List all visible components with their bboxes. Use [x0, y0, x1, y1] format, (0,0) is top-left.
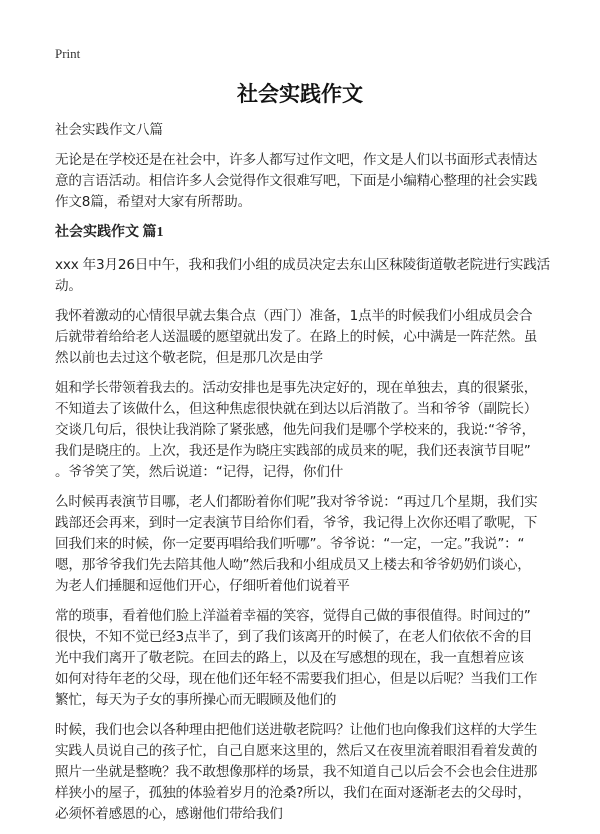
- text-line: xxx 年3月26日中午，我和我们小组的成员决定去东山区秣陵街道敬老院进行实践活: [55, 257, 550, 273]
- paragraph: [55, 378, 555, 483]
- text-line: 作文8篇，希望对大家有所帮助。: [55, 194, 251, 210]
- text-line: 实践人员说自己的孩子忙，自己自愿来这里的，然后又在夜里流着眼泪看着发黄的: [55, 743, 538, 759]
- text-line: 我怀着激动的心情很早就去集合点（西门）准备，1点半的时候我们小组成员会合: [55, 308, 533, 324]
- text-line: 践部还会再来，到时一定表演节目给你们看，爷爷，我记得上次你还唱了歌呢，下: [55, 515, 538, 531]
- text-line: 如何对待年老的父母，现在他们还年轻不需要我们担心，但是以后呢？当我们工作: [55, 671, 538, 687]
- article-body: [55, 120, 555, 834]
- text-line: 动。: [55, 278, 82, 294]
- paragraph: [55, 606, 555, 711]
- text-line: 姐和学长带领着我去的。活动安排也是事先决定好的，现在单独去，真的很紧张，: [55, 380, 538, 396]
- text-line: 照片一坐就是整晚？我不敢想像那样的场景，我不知道自己以后会不会也会住进那: [55, 764, 538, 780]
- print-link[interactable]: Print: [55, 46, 81, 61]
- text-line: 么时候再表演节目哪，老人们都盼着你们呢”我对爷爷说：“再过几个星期，我们实: [55, 494, 538, 510]
- paragraph: [55, 720, 555, 825]
- text-line: 常的琐事，看着他们脸上洋溢着幸福的笑容，觉得自己做的事很值得。时间过的”: [55, 608, 531, 624]
- text-line: 意的言语活动。相信许多人会觉得作文很难写吧，下面是小编精心整理的社会实践: [55, 173, 538, 189]
- paragraph: [55, 255, 555, 297]
- text-line: 交谈几句后，很快让我消除了紧张感，他先问我们是哪个学校来的，我说:“爷爷，: [55, 422, 536, 438]
- text-line: 后就带着给给老人送温暖的愿望就出发了。在路上的时候，心中满是一阵茫然。虽: [55, 329, 538, 345]
- text-line: 无论是在学校还是在社会中，许多人都写过作文吧，作文是人们以书面形式表情达: [55, 152, 538, 168]
- intro-paragraph: [55, 150, 555, 213]
- text-line: 繁忙，每天为子女的事所操心而无暇顾及他们的: [55, 692, 337, 708]
- section-heading: 社会实践作文 篇1: [55, 225, 164, 240]
- paragraphs: [55, 255, 555, 825]
- text-line: 样狭小的屋子，孤独的体验着岁月的沧桑?所以，我们在面对逐渐老去的父母时，: [55, 785, 531, 801]
- text-line: 光中我们离开了敬老院。在回去的路上，以及在写感想的现在，我一直想着应该: [55, 650, 524, 666]
- page-title: 社会实践作文: [237, 82, 363, 106]
- text-line: 然以前也去过这个敬老院，但是那几次是由学: [55, 350, 323, 366]
- subtitle: 社会实践作文八篇: [55, 122, 163, 138]
- paragraph: [55, 306, 555, 369]
- text-line: 我们是晓庄的。上次，我还是作为晓庄实践部的成员来的呢，我们还表演节目呢”: [55, 443, 531, 459]
- text-line: 很快，不知不觉已经3点半了，到了我们该离开的时候了，在老人们依依不舍的目: [55, 629, 533, 645]
- text-line: 必须怀着感恩的心，感谢他们带给我们: [55, 806, 283, 822]
- text-line: 。爷爷笑了笑，然后说道：“记得，记得，你们什: [55, 464, 344, 480]
- text-line: 回我们来的时候，你一定要再唱给我们听哪”。爷爷说：“一定，一定。”我说”：“: [55, 536, 525, 552]
- text-line: 时候，我们也会以各种理由把他们送进敬老院吗？让他们也向像我们这样的大学生: [55, 722, 538, 738]
- paragraph: [55, 492, 555, 597]
- text-line: 为老人们捶腿和逗他们开心，仔细听着他们说着平: [55, 578, 350, 594]
- text-line: 嗯，那爷爷我们先去陪其他人呦”然后我和小组成员又上楼去和爷爷奶奶们谈心，: [55, 557, 531, 573]
- text-line: 不知道去了该做什么，但这种焦虑很快就在到达以后消散了。当和爷爷（副院长）: [55, 401, 538, 417]
